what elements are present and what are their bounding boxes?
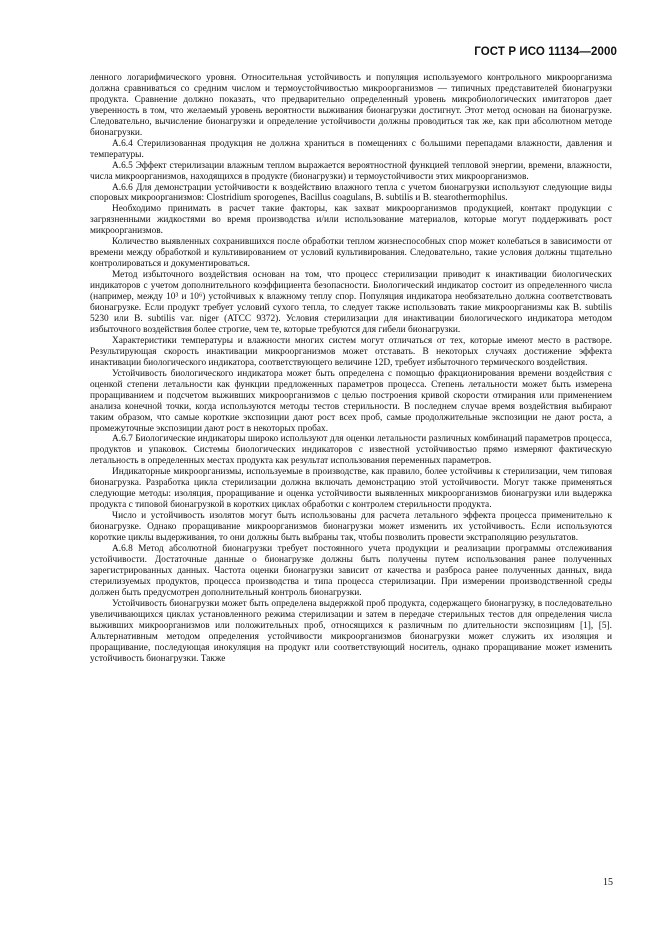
paragraph-a-6-8: А.6.8 Метод абсолютной бионагрузки требует постоянного учета продукции и реализации программы отслеживания устойчивости. Достаточные данные о бионагрузке должны быть получены путем использования ранее полученных зарегистрированных данных. Частота оценки бионагрузки зависит от качества и разброса ранее полученных данных, вида стерилизуемых продуктов, процесса производства и типа процесса стерилизации. При измерении производственной среды должен быть предусмотрен дополнительный контроль бионагрузки. <box>90 543 612 598</box>
paragraph-indicator-organisms: Индикаторные микроорганизмы, используемые в производстве, как правило, более устойчивы к стерилизации, чем типовая бионагрузка. Разработка цикла стерилизации должна включать демонстрацию этой устойчивости. Могут также применяться следующие методы: изоляция, проращивание и оценка устойчивости выявленных микроорганизмов бионагрузки или выдержка продукта с типовой бионагрузкой в коротких циклах обработки с контролем стерильности продукта. <box>90 467 612 511</box>
paragraph-factors: Необходимо принимать в расчет такие факторы, как захват микроорганизмов продукцией, контакт продукции с загрязненными жидкостями во время производства и/или использование материалов, которые могут поддерживать рост микроорганизмов. <box>90 204 612 237</box>
paragraph-bioburden-resistance: Устойчивость бионагрузки может быть определена выдержкой проб продукта, содержащего бионагрузку, в последовательно увеличивающихся циклах установленного режима стерилизации и затем в передаче стерильных тестов для определения числа выживших микроорганизмов или положительных проб, относящихся к различным по длительности экспозициям [1], [5]. Альтернативным методом определения устойчивости микроорганизмов бионагрузки может служить их изоляция и проращивание, последующая инокуляция на продукт или соответствующий носитель, однако проращивание может изменить устойчивость бионагрузки. Также <box>90 598 612 664</box>
paragraph-isolates: Число и устойчивость изолятов могут быть использованы для расчета летального эффекта процесса применительно к бионагрузке. Однако проращивание микроорганизмов бионагрузки может изменить их устойчивость. Если используются короткие циклы выдерживания, то они должны быть выбраны так, чтобы позволить провести экстраполяцию результатов. <box>90 511 612 544</box>
paragraph-continuation: ленного логарифмического уровня. Относительная устойчивость и популяция используемого контрольного микроорганизма должна сравниваться со средним числом и термоустойчивостью микроорганизмов — типичных представителей бионагрузки продукта. Сравнение должно показать, что предварительно определенный уровень микробиологических имитаторов дает уверенность в том, что желаемый уровень вероятности выживания бионагрузки достигнут. Этот метод основан на бионагрузке. Следовательно, вычисление бионагрузки и определение устойчивости должны проводиться так же, как при абсолютном методе бионагрузки. <box>90 73 612 138</box>
paragraph-a-6-4: А.6.4 Стерилизованная продукция не должна храниться в помещениях с большими перепадами влажности, давления и температуры. <box>90 138 612 160</box>
page-number: 15 <box>603 877 613 888</box>
standard-header: ГОСТ Р ИСО 11134—2000 <box>474 46 617 58</box>
paragraph-overkill-method: Метод избыточного воздействия основан на том, что процесс стерилизации приводит к инактивации биологических индикаторов с учетом дополнительного коэффициента безопасности. Биологический индикатор состоит из определенного числа (например, между 10³ и 10⁶) устойчивых к влажному теплу спор. Популяция индикатора необязательно должна соответствовать бионагрузке. Если продукт требует условий сухого тепла, то следует также использовать такие микроорганизмы как B. subtilis 5230 или B. subtilis var. niger (ATCC 9372). Условия стерилизации для инактивации биологического индикатора методом избыточного воздействия более строгие, чем те, которые требуются для гибели бионагрузки. <box>90 270 612 335</box>
paragraph-spore-count: Количество выявленных сохранившихся после обработки теплом жизнеспособных спор может колебаться в зависимости от времени между обработкой и культивированием от условий культивирования. Следовательно, такие условия должны тщательно контролироваться и документироваться. <box>90 237 612 270</box>
body-text <box>90 73 612 664</box>
paragraph-a-6-7: А.6.7 Биологические индикаторы широко используют для оценки летальности различных комбинаций параметров процесса, продуктов и упаковок. Системы биологических индикаторов с известной устойчивостью прямо измеряют фактическую летальность в определенных местах продукта как результат использования переменных параметров. <box>90 434 612 467</box>
paragraph-indicator-resistance: Устойчивость биологического индикатора может быть определена с помощью фракционирования времени воздействия с оценкой степени летальности как функции предложенных параметров процесса. Степень летальности может быть измерена проращиванием и подсчетом выживших микроорганизмов с целью построения кривой скорости отмирания или применением анализа конечной точки, когда используются методы тестов стерильности. В последнем случае время воздействия выбирают таким образом, что самые короткие экспозиции дают рост всех проб, самые продолжительные экспозиции не дают роста, а промежуточные экспозиции дают рост в некоторых пробах. <box>90 368 612 434</box>
paragraph-a-6-6: А.6.6 Для демонстрации устойчивости к воздействию влажного тепла с учетом бионагрузки используют следующие виды споровых микроорганизмов: Clostridium sporogenes, Bacillus coagulans, B. subtilis и B. stearothermophilus. <box>90 182 612 204</box>
paragraph-temperature-humidity: Характеристики температуры и влажности многих систем могут отличаться от тех, которые имеют место в растворе. Результирующая скорость инактивации микроорганизмов может отставать. В некоторых случаях достижение эффекта инактивации биологического индикатора, соответствующего величине 12D, требует избыточного термического воздействия. <box>90 335 612 368</box>
paragraph-a-6-5: А.6.5 Эффект стерилизации влажным теплом выражается вероятностной функцией тепловой энергии, времени, влажности, числа микроорганизмов, находящихся в продукте (бионагрузки) и термоустойчивости этих микроорганизмов. <box>90 160 612 182</box>
